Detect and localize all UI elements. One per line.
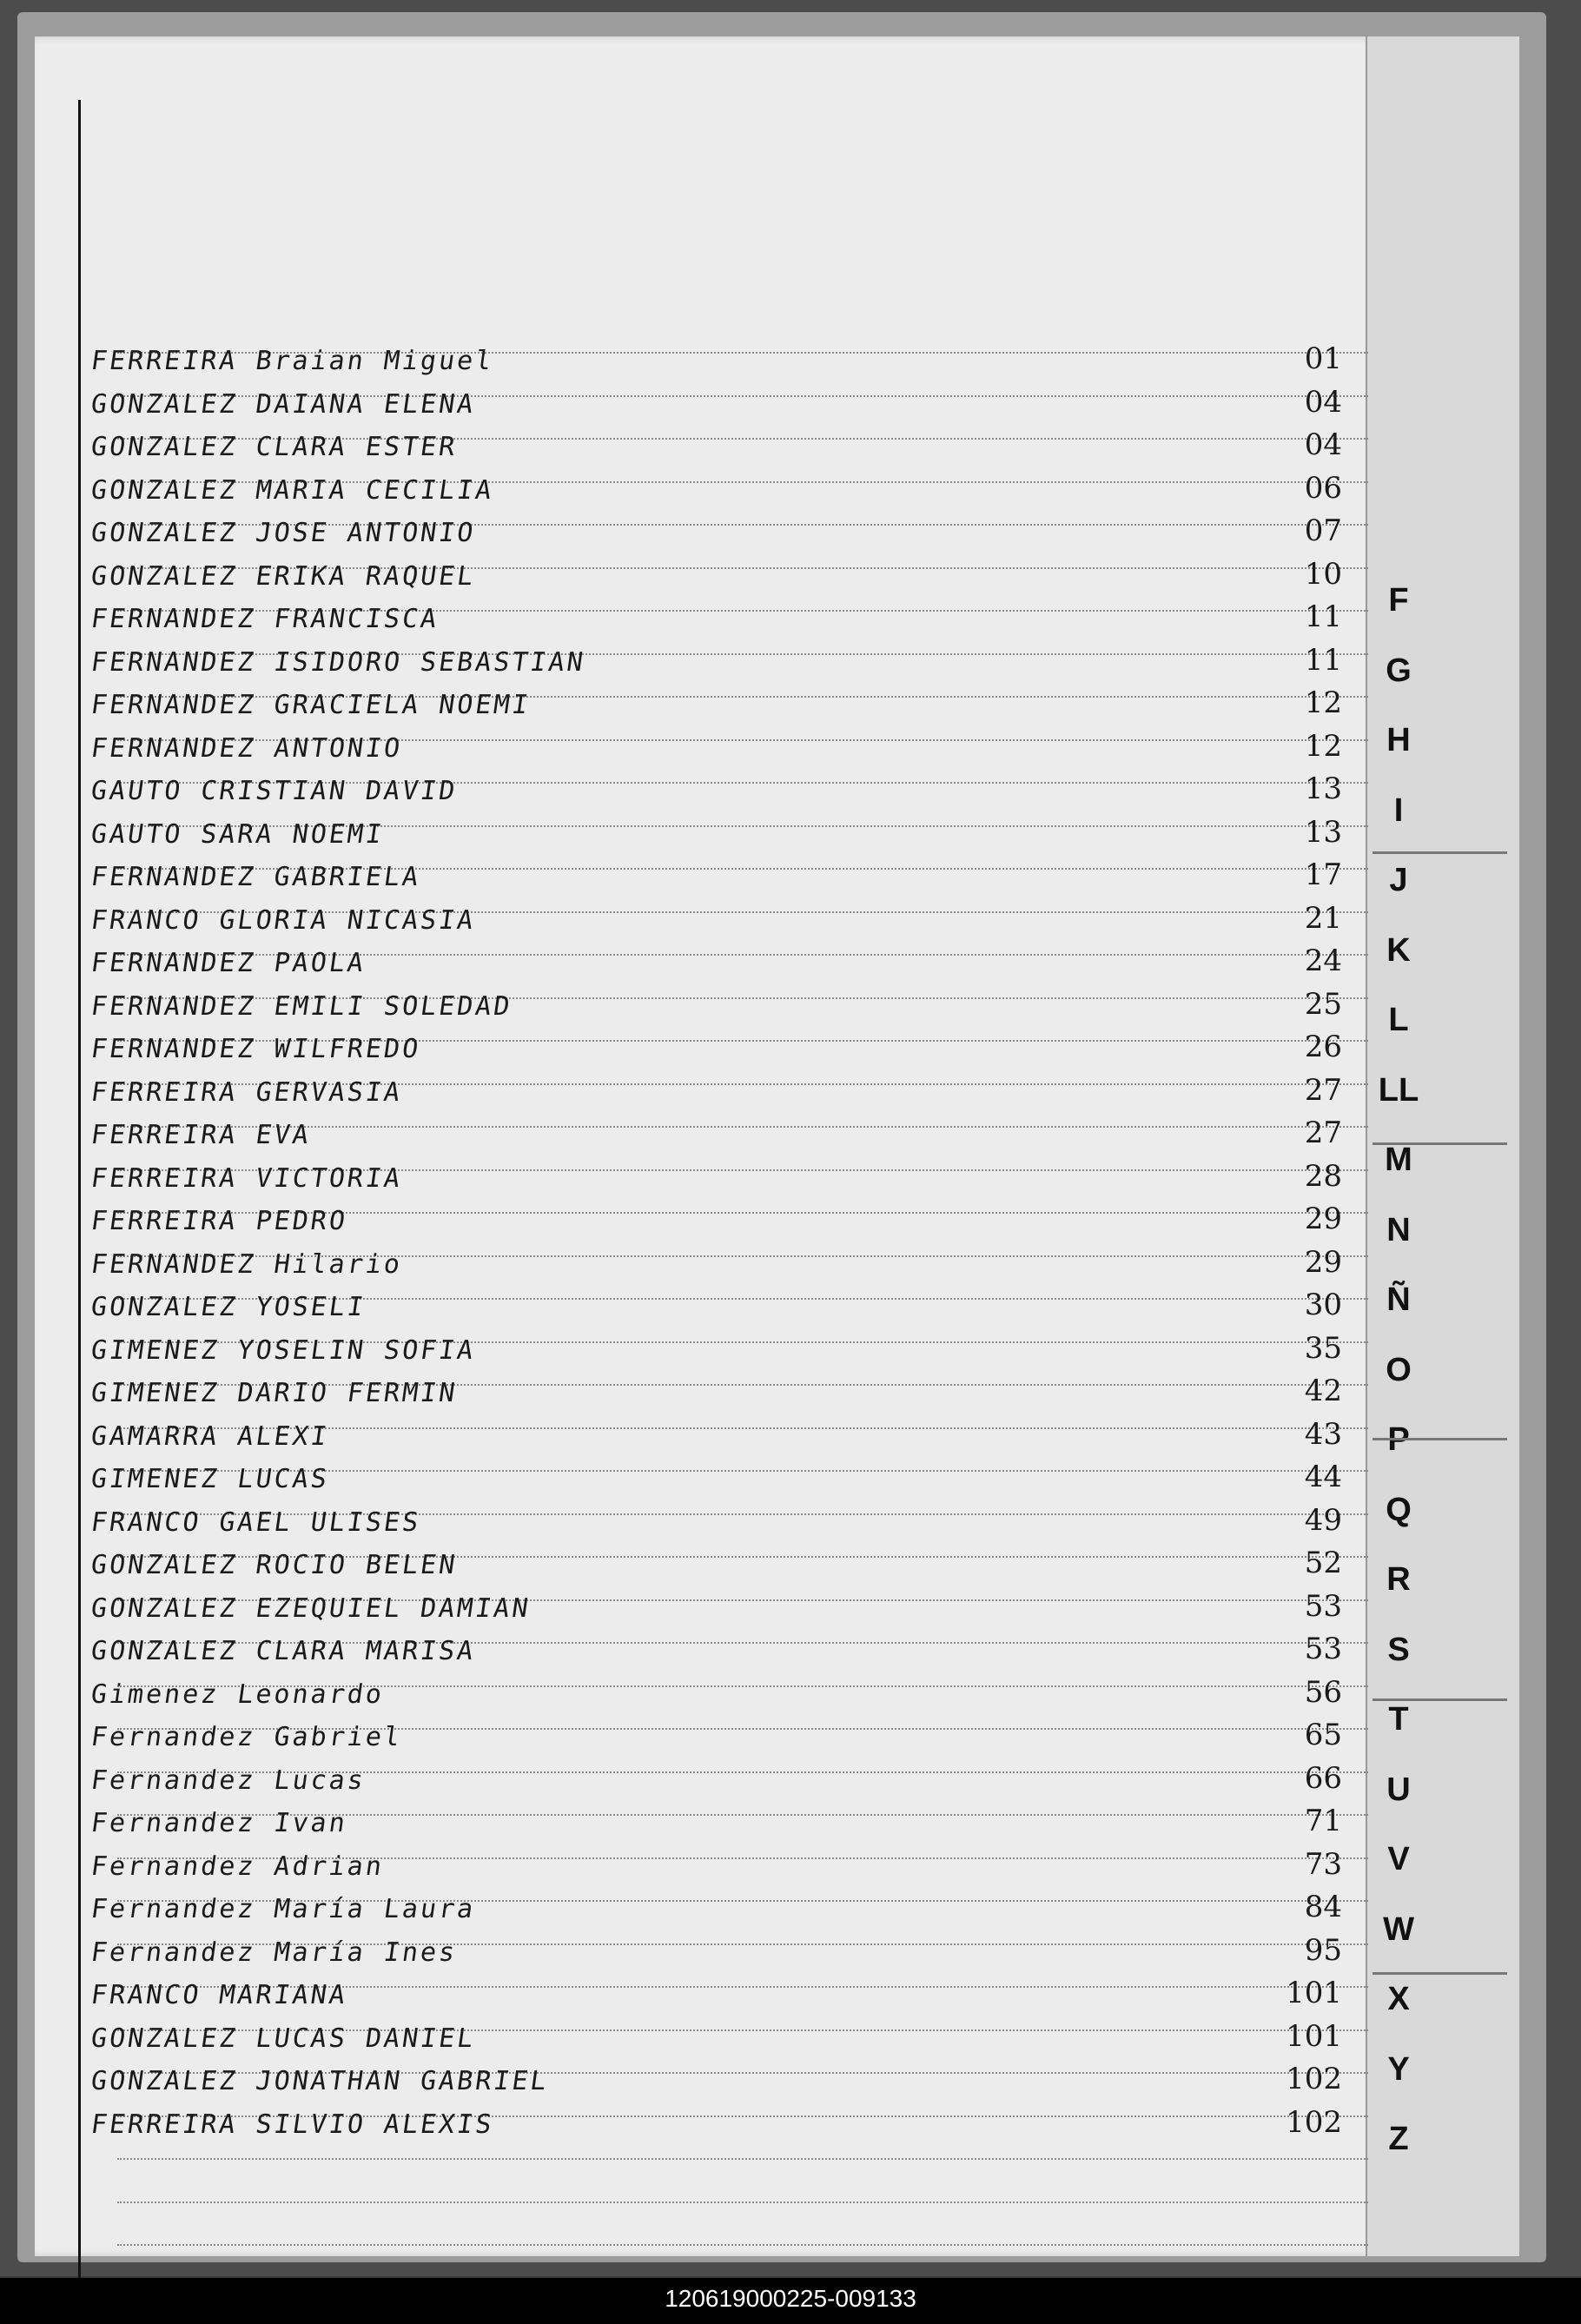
entry-name: GONZALEZ EZEQUIEL DAMIAN [89, 1592, 533, 1624]
ledger-row [91, 1844, 1359, 1887]
entry-name: FERNANDEZ GRACIELA NOEMI [89, 690, 533, 720]
entry-folio: 66 [1304, 1760, 1342, 1796]
index-divider [1373, 1142, 1507, 1145]
entry-name: FERNANDEZ FRANCISCA [89, 604, 441, 634]
index-tab-letter[interactable]: J [1389, 862, 1408, 898]
entry-name: FERNANDEZ Hilario [89, 1248, 405, 1280]
entry-folio: 12 [1304, 728, 1342, 764]
entry-folio: 30 [1304, 1288, 1342, 1322]
ruled-line [117, 2158, 1368, 2160]
entry-folio: 101 [1286, 1976, 1342, 2010]
ledger-row [91, 683, 1359, 725]
ledger-row [91, 898, 1359, 941]
entry-folio: 71 [1304, 1804, 1342, 1838]
entry-name: FERREIRA EVA [89, 1120, 314, 1150]
ledger-row [91, 1371, 1359, 1414]
index-tab-letter[interactable]: W [1383, 1910, 1414, 1948]
entry-name: FERREIRA VICTORIA [89, 1162, 405, 1194]
entry-folio: 84 [1304, 1890, 1342, 1924]
entry-folio: 42 [1304, 1374, 1342, 1408]
index-tab-letter[interactable]: K [1386, 931, 1411, 969]
ledger-row [91, 1973, 1359, 2016]
ledger-row [91, 1801, 1359, 1844]
entry-name: GONZALEZ LUCAS DANIEL [89, 2023, 478, 2054]
entry-name: Fernandez Lucas [89, 1765, 368, 1796]
entry-folio: 28 [1304, 1158, 1342, 1194]
entry-folio: 01 [1304, 341, 1342, 376]
ledger-row [91, 468, 1359, 511]
entry-folio: 102 [1286, 2062, 1342, 2096]
index-tab-letter[interactable]: X [1387, 1981, 1410, 2017]
entry-folio: 21 [1304, 900, 1342, 936]
index-divider [1373, 1438, 1507, 1440]
entry-folio: 49 [1304, 1502, 1342, 1538]
ledger-row [91, 511, 1359, 553]
ledger-row [91, 1457, 1359, 1500]
index-tab-letter[interactable]: P [1387, 1421, 1410, 1458]
index-divider [1373, 1698, 1507, 1701]
entry-folio: 65 [1304, 1718, 1342, 1752]
index-tab-letter[interactable]: LL [1378, 1071, 1419, 1109]
entry-folio: 44 [1304, 1460, 1342, 1494]
entry-folio: 102 [1286, 2104, 1342, 2140]
index-tab-letter[interactable]: T [1388, 1701, 1409, 1738]
entry-name: Fernandez Gabriel [89, 1722, 405, 1752]
entry-name: GONZALEZ CLARA MARISA [89, 1636, 478, 1666]
entry-name: GONZALEZ CLARA ESTER [89, 432, 460, 462]
ruled-line [117, 2244, 1368, 2246]
ledger-row [91, 425, 1359, 467]
entry-folio: 29 [1304, 1244, 1342, 1280]
entry-name: GAUTO SARA NOEMI [89, 818, 387, 850]
entry-folio: 11 [1304, 642, 1342, 678]
entry-folio: 53 [1304, 1632, 1342, 1666]
index-divider [1373, 851, 1507, 854]
index-tab-letter[interactable]: F [1388, 582, 1409, 619]
entry-folio: 52 [1304, 1546, 1342, 1580]
ledger-row [91, 1070, 1359, 1113]
document-id: 120619000225-009133 [665, 2285, 916, 2312]
entry-folio: 53 [1304, 1588, 1342, 1624]
entry-folio: 95 [1304, 1932, 1342, 1968]
entry-folio: 24 [1304, 944, 1342, 978]
ledger-row [91, 1672, 1359, 1715]
ledger-row [91, 382, 1359, 425]
ledger-row [91, 1414, 1359, 1457]
entry-folio: 43 [1304, 1416, 1342, 1452]
entry-folio: 25 [1304, 986, 1342, 1022]
ledger-row [91, 855, 1359, 897]
ledger-row [91, 1543, 1359, 1586]
ledger-row [91, 1027, 1359, 1069]
entry-folio: 17 [1304, 857, 1342, 892]
index-tab-letter[interactable]: R [1386, 1561, 1411, 1598]
entry-folio: 10 [1304, 556, 1342, 592]
ledger-row [91, 1199, 1359, 1241]
entry-name: FERNANDEZ WILFREDO [89, 1034, 423, 1064]
index-divider [1373, 1972, 1507, 1975]
entry-name: FERNANDEZ GABRIELA [89, 862, 423, 892]
ledger-row [91, 2102, 1359, 2145]
index-tab-letter[interactable]: Y [1387, 2050, 1410, 2088]
index-tab-letter[interactable]: L [1388, 1002, 1409, 1038]
entry-name: FERREIRA SILVIO ALEXIS [89, 2109, 496, 2140]
entry-name: FERREIRA GERVASIA [89, 1076, 405, 1108]
ledger-row [91, 812, 1359, 855]
entry-name: GIMENEZ YOSELIN SOFIA [89, 1334, 478, 1366]
entry-name: GIMENEZ DARIO FERMIN [89, 1378, 460, 1408]
entry-name: Fernandez Ivan [89, 1808, 350, 1838]
entry-name: Gimenez Leonardo [89, 1678, 387, 1710]
ledger-row [91, 1285, 1359, 1328]
entry-folio: 04 [1304, 427, 1342, 462]
entry-name: FRANCO GLORIA NICASIA [89, 904, 478, 936]
index-tab-letter[interactable]: Q [1386, 1491, 1412, 1528]
entry-folio: 06 [1304, 470, 1342, 506]
ledger-row [91, 2016, 1359, 2059]
entry-name: GAMARRA ALEXI [89, 1420, 332, 1452]
entry-folio: 56 [1304, 1674, 1342, 1710]
entry-name: FERNANDEZ EMILI SOLEDAD [89, 990, 514, 1022]
entry-folio: 35 [1304, 1330, 1342, 1366]
entry-name: FERREIRA PEDRO [89, 1206, 350, 1236]
entry-name: GAUTO CRISTIAN DAVID [89, 776, 460, 806]
ledger-row [91, 1629, 1359, 1672]
ledger-row [91, 597, 1359, 639]
margin-line [78, 100, 81, 2281]
entry-folio: 04 [1304, 384, 1342, 420]
ledger-row [91, 1930, 1359, 1973]
ledger-row [91, 1887, 1359, 1930]
index-tab-letter[interactable]: H [1386, 722, 1411, 758]
index-tab-letter[interactable]: S [1387, 1631, 1410, 1668]
index-tab-letter[interactable]: G [1386, 652, 1412, 689]
entry-name: Fernandez María Laura [89, 1894, 478, 1924]
index-tab-letter[interactable]: V [1387, 1841, 1410, 1877]
entry-folio: 13 [1304, 814, 1342, 850]
index-tab-letter[interactable]: O [1386, 1351, 1412, 1388]
ledger-row [91, 1758, 1359, 1801]
ruled-line [117, 2202, 1368, 2203]
index-tab-letter[interactable]: M [1385, 1142, 1412, 1178]
ledger-row [91, 554, 1359, 597]
entry-folio: 13 [1304, 771, 1342, 806]
ledger-row [91, 1586, 1359, 1629]
ledger-row [91, 640, 1359, 683]
ledger-row [91, 339, 1359, 381]
index-tab-letter[interactable]: Ñ [1386, 1281, 1411, 1318]
entry-name: GIMENEZ LUCAS [89, 1464, 332, 1494]
entry-name: GONZALEZ JOSE ANTONIO [89, 518, 478, 548]
ledger-row [91, 1242, 1359, 1285]
entry-name: FERREIRA Braian Miguel [89, 346, 496, 376]
ledger-row [91, 1113, 1359, 1155]
entry-name: Fernandez María Ines [89, 1937, 460, 1968]
entry-folio: 101 [1286, 2018, 1342, 2054]
entry-name: GONZALEZ MARIA CECILIA [89, 474, 496, 506]
ledger-row [91, 769, 1359, 811]
entry-folio: 11 [1304, 599, 1342, 634]
entry-name: Fernandez Adrian [89, 1851, 387, 1882]
entry-name: GONZALEZ ROCIO BELEN [89, 1550, 460, 1580]
ledger-row [91, 984, 1359, 1027]
entry-folio: 12 [1304, 685, 1342, 720]
index-tab-letter[interactable]: Z [1388, 2121, 1409, 2157]
ledger-row [91, 726, 1359, 769]
ledger-row [91, 1156, 1359, 1199]
entry-name: FERNANDEZ ANTONIO [89, 732, 405, 764]
entry-name: GONZALEZ JONATHAN GABRIEL [89, 2066, 552, 2096]
entry-name: FERNANDEZ PAOLA [89, 948, 368, 978]
entry-name: FRANCO GAEL ULISES [89, 1506, 423, 1538]
ledger-row [91, 2059, 1359, 2102]
entry-folio: 27 [1304, 1072, 1342, 1108]
entry-name: GONZALEZ ERIKA RAQUEL [89, 560, 478, 592]
index-tab-letter[interactable]: U [1386, 1771, 1411, 1808]
index-tab-letter[interactable]: N [1386, 1211, 1411, 1248]
ledger-row [91, 1715, 1359, 1758]
entry-name: FRANCO MARIANA [89, 1980, 350, 2010]
ledger-row [91, 1500, 1359, 1543]
index-tab-letter[interactable]: I [1393, 791, 1404, 829]
entry-folio: 73 [1304, 1846, 1342, 1882]
ledger-row [91, 1328, 1359, 1371]
entry-name: GONZALEZ YOSELI [89, 1292, 368, 1322]
entry-name: FERNANDEZ ISIDORO SEBASTIAN [89, 646, 588, 678]
entry-folio: 07 [1304, 513, 1342, 548]
ledger-row [91, 941, 1359, 983]
entry-folio: 29 [1304, 1202, 1342, 1236]
entry-folio: 27 [1304, 1116, 1342, 1150]
entry-name: GONZALEZ DAIANA ELENA [89, 388, 478, 420]
entry-folio: 26 [1304, 1030, 1342, 1064]
